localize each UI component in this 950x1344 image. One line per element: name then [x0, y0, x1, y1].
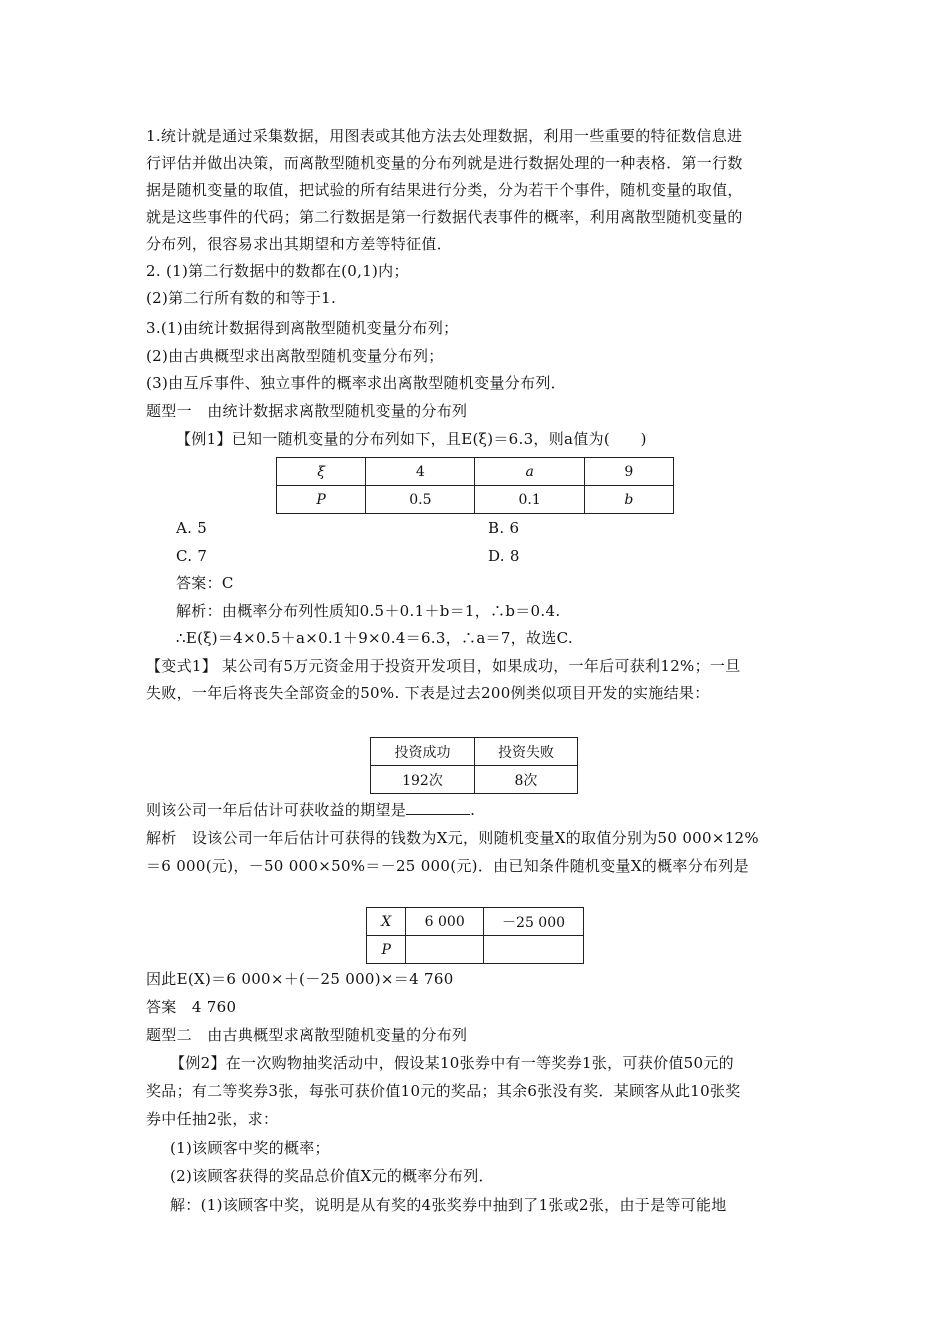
variant1-question: 则该公司一年后估计可获收益的期望是 .	[146, 801, 476, 819]
option-d: D. 8	[488, 547, 520, 565]
para2-line1: 2. (1)第二行数据中的数都在(0,1)内；	[146, 262, 409, 280]
table-cell: a	[475, 458, 584, 486]
table-cell	[406, 936, 484, 964]
table-cell: 0.1	[475, 486, 584, 514]
example1-tag: 【例1】	[176, 430, 232, 448]
example2-solution-line1: 解：(1)该顾客中奖，说明是从有奖的4张奖券中抽到了1张或2张，由于是等可能地	[170, 1196, 727, 1214]
table-row	[277, 458, 674, 486]
table-cell: ξ	[277, 458, 366, 486]
variant1-solution-line1: 解析 设该公司一年后估计可获得的钱数为X元，则随机变量X的取值分别为50 000×12%	[146, 829, 759, 847]
table-cell	[484, 936, 584, 964]
table-cell: －25 000	[484, 908, 584, 936]
variant1-line1	[146, 656, 741, 676]
variant1-text: 某公司有5万元资金用于投资开发项目，如果成功，一年后可获利12%；一旦	[217, 657, 741, 675]
variant1-tag: 【变式1】	[146, 657, 218, 675]
para1-line1: 1.统计就是通过采集数据，用图表或其他方法去处理数据，利用一些重要的特征数信息进	[146, 127, 743, 145]
option-c: C. 7	[176, 547, 208, 565]
table-cell: 9	[584, 458, 673, 486]
distribution-table-x	[366, 907, 584, 964]
table-row	[371, 738, 578, 766]
distribution-table-1	[276, 457, 674, 514]
table-cell: 4	[366, 458, 475, 486]
table-header-cell: 投资失败	[474, 738, 577, 766]
example2-line2: 奖品；有二等奖券3张，每张可获价值10元的奖品；其余6张没有奖．某顾客从此10张奖	[146, 1082, 741, 1100]
table-cell: P	[367, 936, 406, 964]
table-row	[367, 936, 584, 964]
table-cell: 192次	[371, 766, 475, 794]
table-row	[371, 766, 578, 794]
example2-question1: (1)该顾客中奖的概率；	[170, 1139, 330, 1157]
example2-line3: 券中任抽2张，求：	[146, 1110, 279, 1128]
table-cell: P	[277, 486, 366, 514]
variant1-solution-line2: ＝6 000(元)，－50 000×50%＝－25 000(元)．由已知条件随机变量X的概率分布列是	[146, 857, 749, 875]
table-row	[367, 908, 584, 936]
table-cell: b	[584, 486, 673, 514]
example2-line1: 【例2】在一次购物抽奖活动中，假设某10张券中有一等奖券1张，可获价值50元的	[170, 1054, 734, 1072]
para1-line5: 分布列，很容易求出其期望和方差等特征值．	[146, 235, 453, 253]
para3-line3: (3)由互斥事件、独立事件的概率求出离散型随机变量分布列．	[146, 374, 566, 392]
table-cell: 0.5	[366, 486, 475, 514]
option-a: A. 5	[176, 519, 208, 537]
table-cell: 8次	[474, 766, 577, 794]
section-heading-type2: 题型二 由古典概型求离散型随机变量的分布列	[146, 1026, 468, 1044]
para1-line2: 行评估并做出决策，而离散型随机变量的分布列就是进行数据处理的一种表格．第一行数	[146, 154, 743, 172]
variant1-line2: 失败，一年后将丧失全部资金的50%. 下表是过去200例类似项目开发的实施结果：	[146, 684, 710, 702]
example1-text: 已知一随机变量的分布列如下，且E(ξ)＝6.3，则a值为( )	[231, 430, 647, 448]
para3-line1: 3.(1)由统计数据得到离散型随机变量分布列；	[146, 319, 459, 337]
table-cell: X	[367, 908, 406, 936]
example2-tag: 【例2】	[170, 1054, 226, 1072]
para2-line2: (2)第二行所有数的和等于1.	[146, 289, 337, 307]
para1-line3: 据是随机变量的取值，把试验的所有结果进行分类，分为若干个事件，随机变量的取值，	[146, 181, 743, 199]
variant1-answer: 答案 4 760	[146, 998, 237, 1016]
variant1-solution-line3: 因此E(X)＝6 000×＋(－25 000)×＝4 760	[146, 970, 454, 988]
table-row	[277, 486, 674, 514]
example1-solution-line1: 解析：由概率分布列性质知0.5＋0.1＋b＝1，∴b＝0.4.	[176, 602, 561, 620]
example1-prompt	[176, 429, 647, 449]
table-header-cell: 投资成功	[371, 738, 475, 766]
option-b: B. 6	[488, 519, 520, 537]
para1-line4: 就是这些事件的代码；第二行数据是第一行数据代表事件的概率，利用离散型随机变量的	[146, 208, 743, 226]
table-cell: 6 000	[406, 908, 484, 936]
investment-table	[370, 737, 578, 794]
para3-line2: (2)由古典概型求出离散型随机变量分布列；	[146, 347, 444, 365]
section-heading-type1: 题型一 由统计数据求离散型随机变量的分布列	[146, 402, 468, 420]
example1-answer: 答案：C	[176, 574, 234, 592]
example2-question2: (2)该顾客获得的奖品总价值X元的概率分布列．	[170, 1167, 494, 1185]
answer-blank	[406, 800, 470, 815]
example1-solution-line2: ∴E(ξ)＝4×0.5＋a×0.1＋9×0.4＝6.3，∴a＝7，故选C.	[176, 629, 573, 647]
